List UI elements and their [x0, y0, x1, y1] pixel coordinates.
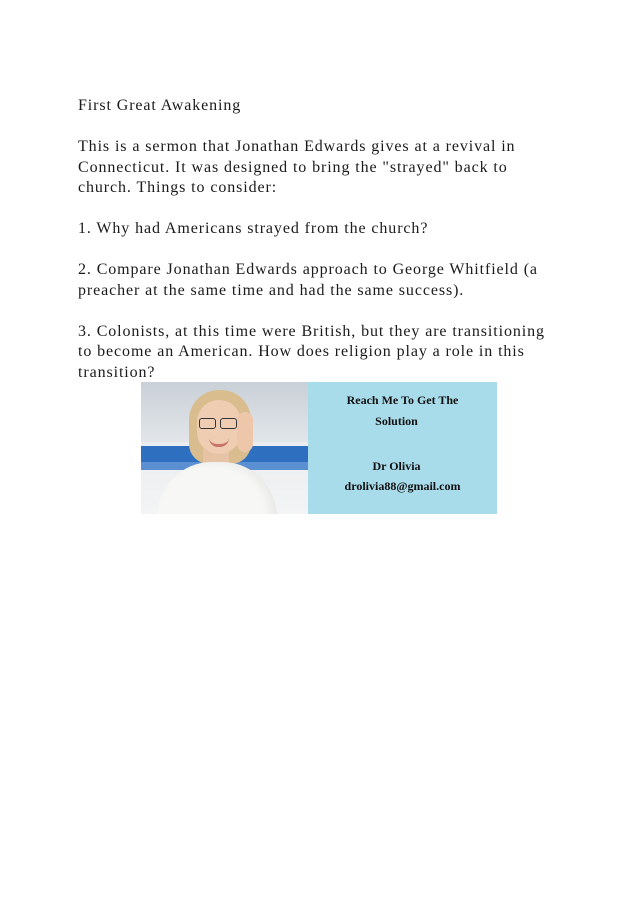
question-1: 1. Why had Americans strayed from the church?	[78, 220, 429, 237]
promo-banner	[141, 382, 497, 514]
contact-name: Dr Olivia	[372, 459, 421, 473]
intro-line: church. Things to consider:	[78, 179, 278, 196]
spacer	[78, 199, 578, 220]
document-body	[78, 96, 578, 383]
question-3-line: 3. Colonists, at this time were British, but they are transitioning	[78, 322, 545, 340]
question-3-line: to become an American. How does religion play a role in this	[78, 343, 525, 360]
photo-hand	[237, 412, 253, 452]
spacer	[78, 117, 578, 138]
spacer	[78, 301, 578, 322]
banner-headline: Reach Me To Get The	[346, 393, 459, 407]
glasses-icon	[199, 418, 239, 428]
question-3-line: transition?	[78, 363, 156, 381]
question-2-line: preacher at the same time and had the same success).	[78, 281, 465, 299]
question-2-line: 2. Compare Jonathan Edwards approach to George Whitfield (a	[78, 261, 538, 278]
contact-email[interactable]: drolivia88@gmail.com	[344, 479, 461, 493]
contact-panel	[308, 382, 497, 514]
document-title: First Great Awakening	[78, 97, 242, 114]
banner-headline: Solution	[375, 414, 418, 428]
spacer	[78, 240, 578, 261]
woman-photo	[141, 382, 308, 514]
intro-line: This is a sermon that Jonathan Edwards gives at a revival in	[78, 138, 516, 155]
intro-line: Connecticut. It was designed to bring the "strayed" back to	[78, 158, 508, 176]
